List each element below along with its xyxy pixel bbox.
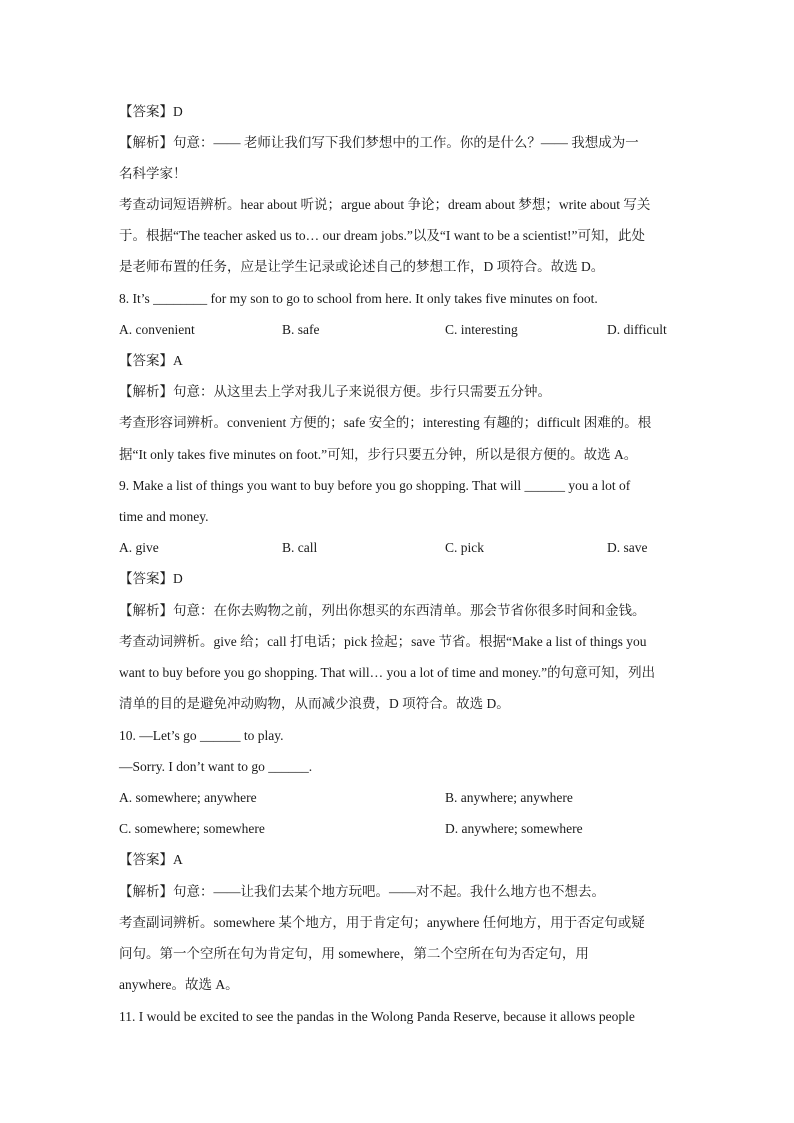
q8-option-c: C. interesting	[445, 322, 518, 337]
q9-option-c: C. pick	[445, 540, 484, 555]
analysis-text: 考查副词辨析。somewhere 某个地方，用于肯定句；anywhere 任何地方，用于否定句或疑	[119, 915, 645, 930]
analysis-text: 于。根据“The teacher asked us to… our dream jobs.”以及“I want to be a scientist!”可知，此处	[119, 228, 645, 243]
q10-option-c: C. somewhere; somewhere	[119, 821, 265, 836]
q10-option-b: B. anywhere; anywhere	[445, 790, 573, 805]
analysis-text: 【解析】句意：在你去购物之前，列出你想买的东西清单。那会节省你很多时间和金钱。	[119, 603, 646, 618]
q9-option-b: B. call	[282, 540, 318, 555]
answer-label: 【答案】A	[119, 852, 183, 867]
analysis-text: 【解析】句意：——让我们去某个地方玩吧。——对不起。我什么地方也不想去。	[119, 884, 605, 899]
analysis-text: 问句。第一个空所在句为肯定句，用 somewhere，第二个空所在句为否定句，用	[119, 946, 589, 961]
analysis-text: 考查动词辨析。give 给；call 打电话；pick 捡起；save 节省。根据“Make a list of things you	[119, 634, 647, 649]
question-9: 9. Make a list of things you want to buy before you go shopping. That will ______ you a lot of	[119, 478, 631, 493]
analysis-text: 【解析】句意：从这里去上学对我儿子来说很方便。步行只需要五分钟。	[119, 384, 551, 399]
analysis-text: want to buy before you go shopping. That will… you a lot of time and money.”的句意可知，列出	[119, 665, 656, 680]
question-10: 10. —Let’s go ______ to play.	[119, 728, 284, 743]
analysis-text: 据“It only takes five minutes on foot.”可知，步行只要五分钟，所以是很方便的。故选 A。	[119, 447, 638, 462]
answer-label: 【答案】D	[119, 571, 183, 586]
analysis-text: 清单的目的是避免冲动购物，从而减少浪费，D 项符合。故选 D。	[119, 696, 510, 711]
analysis-text: 考查动词短语辨析。hear about 听说；argue about 争论；dream about 梦想；write about 写关	[119, 197, 651, 212]
analysis-text: 是老师布置的任务，应是让学生记录或论述自己的梦想工作，D 项符合。故选 D。	[119, 259, 605, 274]
analysis-text: 考查形容词辨析。convenient 方便的；safe 安全的；interesting 有趣的；difficult 困难的。根	[119, 415, 652, 430]
q9-option-a: A. give	[119, 540, 159, 555]
question-10-cont: —Sorry. I don’t want to go ______.	[119, 759, 313, 774]
analysis-text: anywhere。故选 A。	[119, 977, 239, 992]
q10-option-d: D. anywhere; somewhere	[445, 821, 583, 836]
q8-option-a: A. convenient	[119, 322, 195, 337]
question-8: 8. It’s ________ for my son to go to school from here. It only takes five minutes on foot.	[119, 291, 598, 306]
question-9-cont: time and money.	[119, 509, 209, 524]
q8-option-b: B. safe	[282, 322, 320, 337]
analysis-text: 【解析】句意：—— 老师让我们写下我们梦想中的工作。你的是什么？—— 我想成为一	[119, 135, 639, 150]
q8-option-d: D. difficult	[607, 322, 667, 337]
q10-option-a: A. somewhere; anywhere	[119, 790, 257, 805]
analysis-text: 名科学家！	[119, 166, 187, 181]
question-11: 11. I would be excited to see the pandas in the Wolong Panda Reserve, because it allows people	[119, 1009, 635, 1024]
answer-label: 【答案】D	[119, 104, 183, 119]
answer-label: 【答案】A	[119, 353, 183, 368]
q9-option-d: D. save	[607, 540, 648, 555]
